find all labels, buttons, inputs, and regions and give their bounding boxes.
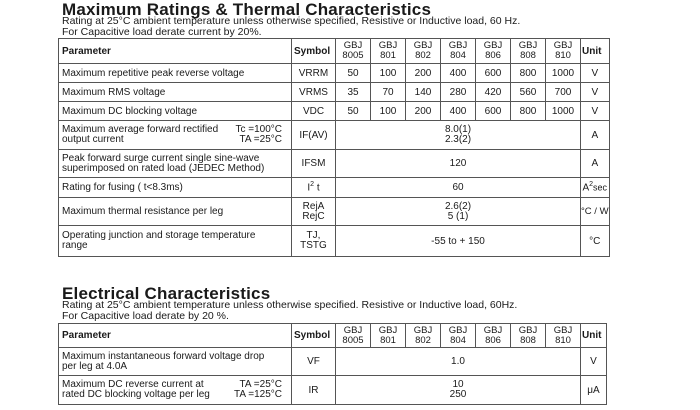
value-i2t: 60 <box>336 178 581 198</box>
symbol-vrrm: VRRM <box>292 64 336 83</box>
value-cell: 280 <box>441 83 476 102</box>
header-part: GBJ 802 <box>406 324 441 348</box>
unit-i2t: $A^2\sec$ <box>581 178 610 198</box>
header-unit: Unit <box>581 324 607 348</box>
condition-tc: Tc =100°C <box>235 124 282 135</box>
header-unit: Unit <box>581 39 610 64</box>
ratings-note-2: For Capacitive load derate current by 20%. <box>62 26 262 38</box>
header-part: GBJ 808 <box>511 324 546 348</box>
header-part: GBJ 804 <box>441 324 476 348</box>
param-rth: Maximum thermal resistance per leg <box>59 198 292 226</box>
param-vf: Maximum instantaneous forward voltage drop per leg at 4.0A <box>59 348 292 376</box>
header-part: GBJ 801 <box>371 324 406 348</box>
table-row <box>59 226 610 257</box>
table-row <box>59 178 610 198</box>
header-part: GBJ 810 <box>546 324 581 348</box>
param-ifsm: Peak forward surge current single sine-wave superimposed on rated load (JEDEC Method) <box>59 150 292 178</box>
value-cell: 560 <box>511 83 546 102</box>
symbol-vdc: VDC <box>292 102 336 121</box>
unit-vdc: V <box>581 102 610 121</box>
table-row <box>59 64 610 83</box>
table-header-row <box>59 39 610 64</box>
header-part: GBJ 8005 <box>336 39 371 64</box>
unit-vf: V <box>581 348 607 376</box>
unit-tj: °C <box>581 226 610 257</box>
condition-ta: TA =25°C <box>239 134 282 145</box>
value-cell: 35 <box>336 83 371 102</box>
unit-rth: °C / W <box>581 198 610 226</box>
value-cell: 200 <box>406 64 441 83</box>
value-cell: 600 <box>476 102 511 121</box>
header-parameter: Parameter <box>59 39 292 64</box>
ratings-note-1: Rating at 25°C ambient temperature unless otherwise specified, Resistive or Inductive load, 60 Hz. <box>62 15 521 27</box>
table-row <box>59 198 610 226</box>
unit-ifsm: A <box>581 150 610 178</box>
value-rth: 2.6(2) 5 (1) <box>336 198 581 226</box>
table-row <box>59 348 607 376</box>
value-cell: 100 <box>371 64 406 83</box>
unit-ifav: A <box>581 121 610 150</box>
header-parameter: Parameter <box>59 324 292 348</box>
symbol-ifav: IF(AV) <box>292 121 336 150</box>
header-symbol: Symbol <box>292 39 336 64</box>
value-cell: 140 <box>406 83 441 102</box>
header-part: GBJ 810 <box>546 39 581 64</box>
section-title-electrical: Electrical Characteristics <box>62 284 271 303</box>
param-vrrm: Maximum repetitive peak reverse voltage <box>59 64 292 83</box>
value-ifav: 8.0(1) 2.3(2) <box>336 121 581 150</box>
param-tj: Operating junction and storage temperature range <box>59 226 292 257</box>
header-part: GBJ 801 <box>371 39 406 64</box>
value-tj: -55 to + 150 <box>336 226 581 257</box>
table-row <box>59 102 610 121</box>
header-part: GBJ 806 <box>476 39 511 64</box>
condition-ta125: TA =125°C <box>233 389 282 400</box>
table-header-row <box>59 324 607 348</box>
symbol-i2t: $I^2$ t <box>292 178 336 198</box>
value-cell: 1000 <box>546 64 581 83</box>
symbol-ir: IR <box>292 376 336 405</box>
value-cell: 800 <box>511 102 546 121</box>
symbol-tj: TJ, TSTG <box>292 226 336 257</box>
unit-vrms: V <box>581 83 610 102</box>
value-ir: 10 250 <box>336 376 581 405</box>
param-vrms: Maximum RMS voltage <box>59 83 292 102</box>
table-row <box>59 83 610 102</box>
param-vdc: Maximum DC blocking voltage <box>59 102 292 121</box>
header-part: GBJ 806 <box>476 324 511 348</box>
symbol-vrms: VRMS <box>292 83 336 102</box>
value-vf: 1.0 <box>336 348 581 376</box>
symbol-vf: VF <box>292 348 336 376</box>
unit-vrrm: V <box>581 64 610 83</box>
electrical-note-1: Rating at 25°C ambient temperature unless otherwise specified. Resistive or Inductive load, 60Hz. <box>62 299 518 311</box>
electrical-note-2: For Capacitive load derate by 20 %. <box>62 310 229 322</box>
table-row <box>59 121 610 150</box>
value-cell: 420 <box>476 83 511 102</box>
header-part: GBJ 808 <box>511 39 546 64</box>
header-part: GBJ 8005 <box>336 324 371 348</box>
param-ir: Maximum DC reverse current at rated DC blocking voltage per leg TA =25°C TA =125°C <box>59 376 292 405</box>
value-cell: 70 <box>371 83 406 102</box>
value-cell: 400 <box>441 64 476 83</box>
value-cell: 800 <box>511 64 546 83</box>
unit-ir: μA <box>581 376 607 405</box>
ratings-table <box>58 38 610 257</box>
value-ifsm: 120 <box>336 150 581 178</box>
value-cell: 50 <box>336 102 371 121</box>
section-title-ratings: Maximum Ratings & Thermal Characteristics <box>62 0 432 19</box>
symbol-rth: RejA RejC <box>292 198 336 226</box>
value-cell: 700 <box>546 83 581 102</box>
header-part: GBJ 802 <box>406 39 441 64</box>
value-cell: 50 <box>336 64 371 83</box>
value-cell: 1000 <box>546 102 581 121</box>
value-cell: 400 <box>441 102 476 121</box>
electrical-table <box>58 323 607 405</box>
symbol-ifsm: IFSM <box>292 150 336 178</box>
param-ifav: Maximum average forward rectified output current Tc =100°C TA =25°C <box>59 121 292 150</box>
value-cell: 200 <box>406 102 441 121</box>
table-row <box>59 150 610 178</box>
header-part: GBJ 804 <box>441 39 476 64</box>
value-cell: 100 <box>371 102 406 121</box>
table-row <box>59 376 607 405</box>
header-symbol: Symbol <box>292 324 336 348</box>
condition-ta25: TA =25°C <box>239 379 282 390</box>
param-i2t: Rating for fusing ( t<8.3ms) <box>59 178 292 198</box>
value-cell: 600 <box>476 64 511 83</box>
